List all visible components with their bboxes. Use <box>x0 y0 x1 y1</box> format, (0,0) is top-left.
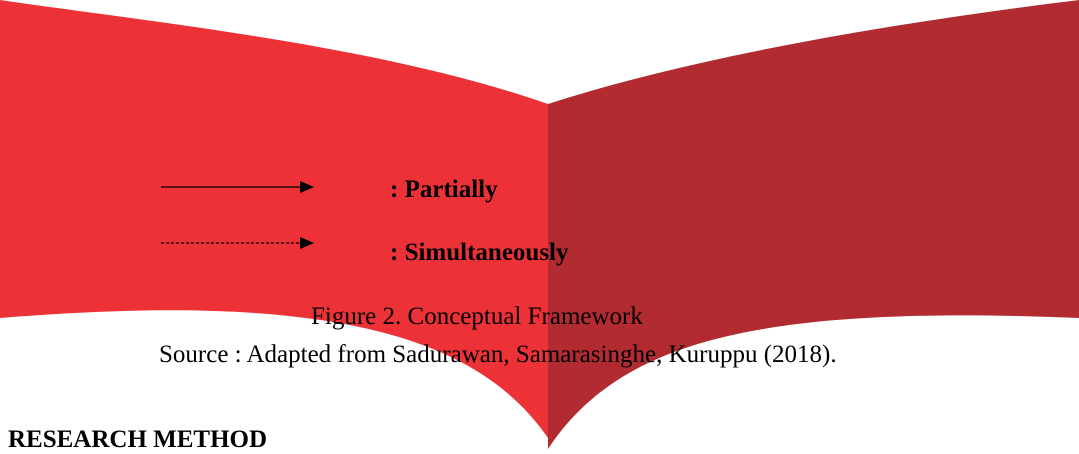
section-heading: RESEARCH METHOD <box>8 426 268 453</box>
figure-caption: Figure 2. Conceptual Framework <box>311 303 643 330</box>
dashed-arrow-icon <box>160 229 320 259</box>
legend-label-partial: : Partially <box>390 176 498 203</box>
legend-label-simultaneous: : Simultaneously <box>390 239 569 266</box>
left-page-shape <box>0 0 548 438</box>
right-page-shape <box>548 0 1079 449</box>
solid-arrow-icon <box>160 172 320 202</box>
source-citation: Source : Adapted from Sadurawan, Samarasinghe, Kuruppu (2018). <box>159 341 837 368</box>
